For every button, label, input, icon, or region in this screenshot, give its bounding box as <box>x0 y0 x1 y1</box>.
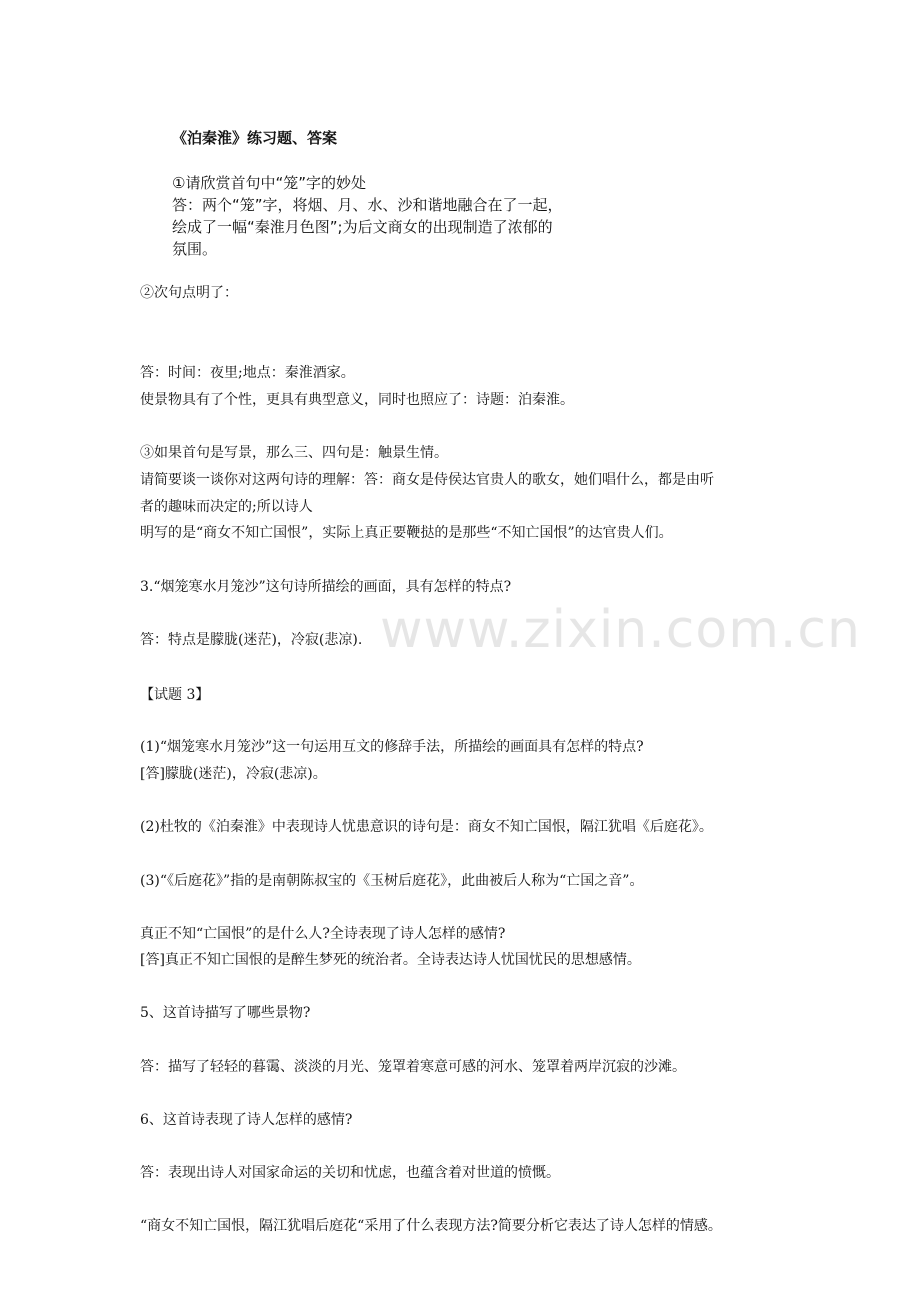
section-heading: 【试题 3】 <box>140 687 210 703</box>
section-item-3: (3)“《后庭花》”指的是南朝陈叔宝的《玉树后庭花》，此曲被后人称为“亡国之音”。 <box>140 873 644 889</box>
section-question-4: 真正不知“亡国恨”的是什么人?全诗表现了诗人怎样的感情? <box>140 926 506 942</box>
answer-4: 答：特点是朦胧(迷茫)，冷寂(悲凉). <box>140 632 363 648</box>
answer-5: 答：描写了轻轻的暮霭、淡淡的月光、笼罩着寒意可感的河水、笼罩着两岸沉寂的沙滩。 <box>140 1059 686 1075</box>
document-title: 《泊秦淮》练习题、答案 <box>172 129 338 147</box>
question-2: ②次句点明了： <box>140 285 238 301</box>
answer-2-line-2: 使景物具有了个性，更具有典型意义，同时也照应了：诗题：泊秦淮。 <box>140 392 574 408</box>
answer-1-line-2: 绘成了一幅“秦淮月色图”;为后文商女的出现制造了浓郁的 <box>172 218 553 236</box>
question-6: 6、这首诗表现了诗人怎样的感情? <box>140 1112 353 1128</box>
answer-3-line-1: 请简要谈一谈你对这两句诗的理解：答：商女是侍侯达官贵人的歌女，她们唱什么，都是由听 <box>140 472 714 488</box>
answer-2-line-1: 答：时间：夜里;地点：秦淮酒家。 <box>140 365 355 381</box>
watermark: www.zixin.com.cn <box>380 600 861 660</box>
answer-3-line-3: 明写的是“商女不知亡国恨”，实际上真正要鞭挞的是那些“不知亡国恨”的达官贵人们。 <box>140 525 673 541</box>
answer-box <box>172 172 612 260</box>
answer-1-line-3: 氛围。 <box>172 240 218 258</box>
question-7: “商女不知亡国恨，隔江犹唱后庭花“采用了什么表现方法?简要分析它表达了诗人怎样的情感。 <box>140 1218 722 1234</box>
section-answer-1: [答]朦胧(迷茫)，冷寂(悲凉)。 <box>140 766 327 782</box>
question-1: ①请欣赏首句中“笼”字的妙处 <box>172 174 366 192</box>
answer-3-line-2: 者的趣味而决定的;所以诗人 <box>140 499 313 515</box>
question-3: ③如果首句是写景，那么三、四句是：触景生情。 <box>140 445 448 461</box>
section-answer-4: [答]真正不知亡国恨的是醉生梦死的统治者。全诗表达诗人忧国忧民的思想感情。 <box>140 952 641 968</box>
section-item-2: (2)杜牧的《泊秦淮》中表现诗人忧患意识的诗句是：商女不知亡国恨，隔江犹唱《后庭花》。 <box>140 819 713 835</box>
question-4: 3.“烟笼寒水月笼沙”这句诗所描绘的画面，具有怎样的特点? <box>140 579 512 595</box>
answer-1-line-1: 答：两个“笼”字，将烟、月、水、沙和谐地融合在了一起， <box>172 196 563 214</box>
answer-6: 答：表现出诗人对国家命运的关切和忧虑，也蕴含着对世道的愤慨。 <box>140 1165 560 1181</box>
section-question-1: (1)“烟笼寒水月笼沙”这一句运用互文的修辞手法，所描绘的画面具有怎样的特点? <box>140 739 644 755</box>
question-5: 5、这首诗描写了哪些景物? <box>140 1005 311 1021</box>
